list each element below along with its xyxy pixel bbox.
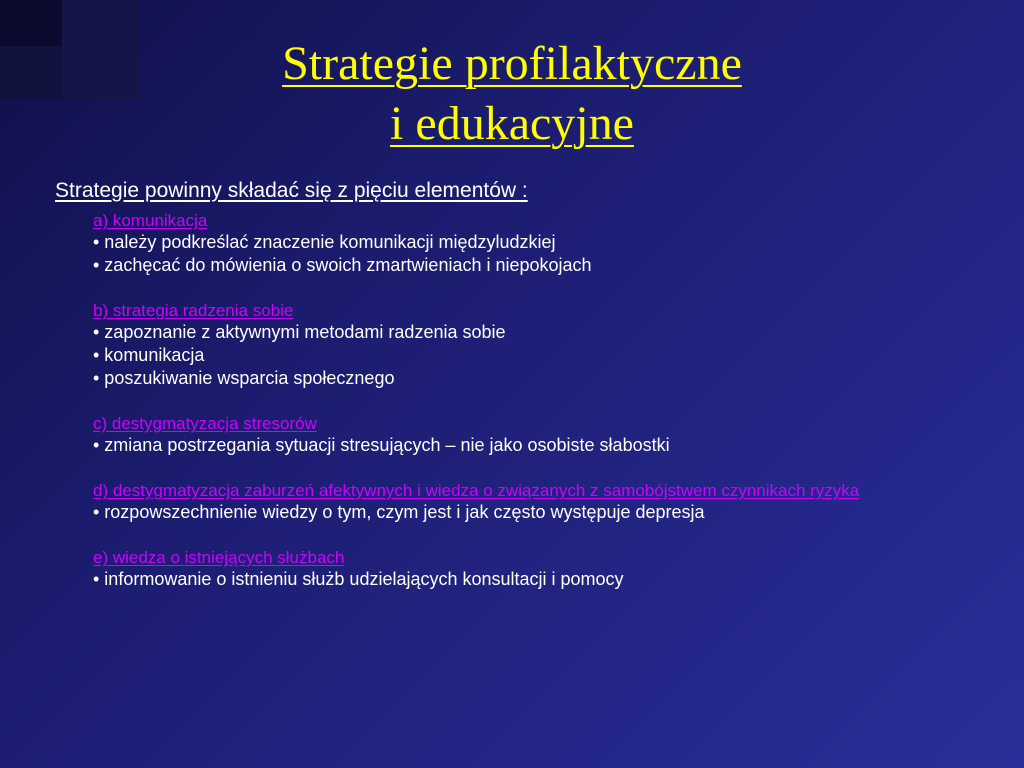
bullet-item: • informowanie o istnieniu służb udzielających konsultacji i pomocy <box>93 569 624 589</box>
section-a <box>93 210 893 277</box>
section-heading: b) strategia radzenia sobie <box>93 301 294 320</box>
slide-title-line-2: i edukacyjne <box>390 97 634 150</box>
bullet-item: • zapoznanie z aktywnymi metodami radzenia sobie <box>93 322 506 342</box>
section-c <box>93 413 893 457</box>
section-heading: c) destygmatyzacja stresorów <box>93 414 317 433</box>
bullet-item: • poszukiwanie wsparcia społecznego <box>93 368 395 388</box>
intro-text: Strategie powinny składać się z pięciu elementów : <box>55 179 528 202</box>
slide-title <box>0 34 1024 154</box>
bullet-item: • komunikacja <box>93 345 205 365</box>
section-b <box>93 300 893 390</box>
section-e <box>93 547 893 591</box>
section-heading: d) destygmatyzacja zaburzeń afektywnych i wiedza o związanych z samobójstwem czynnikach ryzyka <box>93 481 860 500</box>
section-heading: a) komunikacja <box>93 211 208 230</box>
slide-title-line-1: Strategie profilaktyczne <box>282 37 742 90</box>
bullet-item: • należy podkreślać znaczenie komunikacji międzyludzkiej <box>93 232 556 252</box>
sections-list <box>93 210 893 614</box>
bullet-item: • zachęcać do mówienia o swoich zmartwieniach i niepokojach <box>93 255 592 275</box>
bullet-item: • zmiana postrzegania sytuacji stresujących – nie jako osobiste słabostki <box>93 435 670 455</box>
bullet-item: • rozpowszechnienie wiedzy o tym, czym jest i jak często występuje depresja <box>93 502 705 522</box>
section-d <box>93 480 893 524</box>
section-heading: e) wiedza o istniejących służbach <box>93 548 345 567</box>
